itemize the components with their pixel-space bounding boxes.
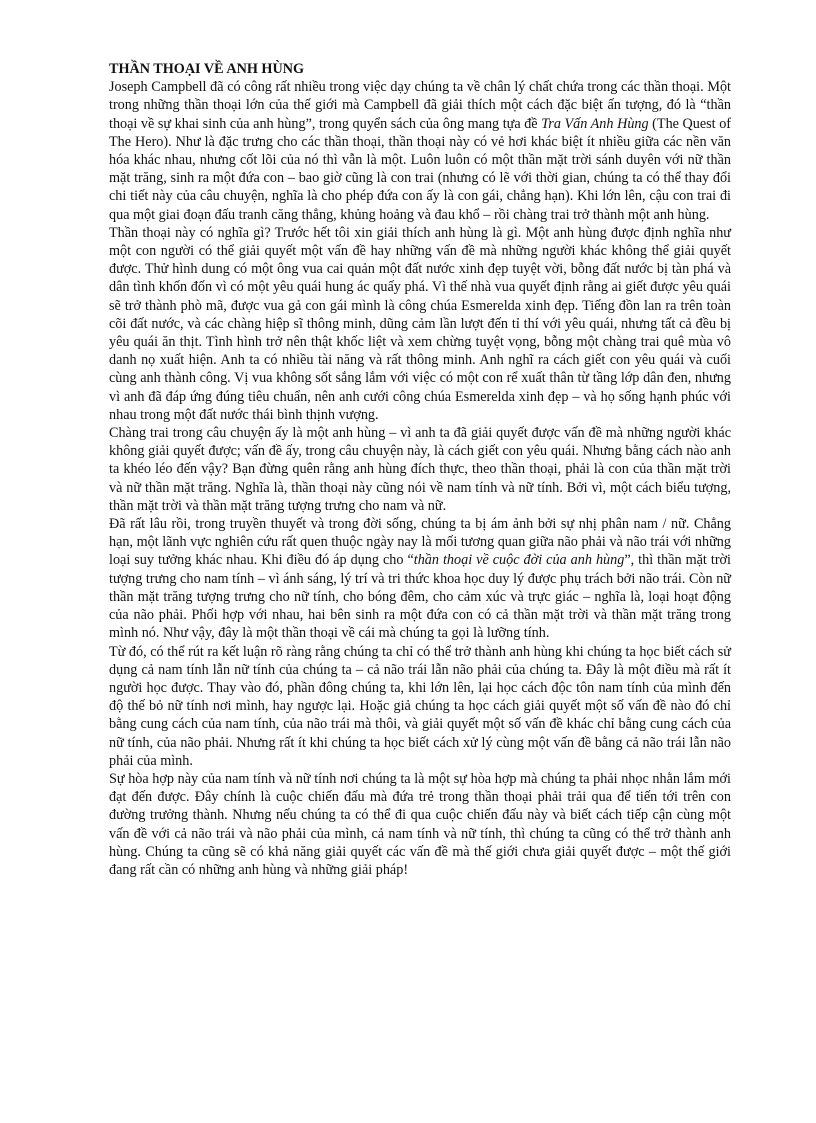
paragraph-3: Chàng trai trong câu chuyện ấy là một anh hùng – vì anh ta đã giải quyết được vấn đề mà những người khác không giải quyết được; vấn đề ấy, trong câu chuyện này, là cách giết con yêu quái. Nhưng bằng cách nào anh ta khéo léo đến vậy? Bạn đừng quên rằng anh hùng đích thực, theo thần thoại, phải là con của thần mặt trời và nữ thần mặt trăng. Nghĩa là, thần thoại này cũng nói về nam tính và nữ tính. Bởi vì, một cách biểu tượng, thần mặt trời và thần mặt trăng tượng trưng cho nam và nữ.	[109, 425, 731, 514]
paragraph-4	[109, 515, 731, 642]
document-page	[109, 60, 731, 879]
paragraph-2: Thần thoại này có nghĩa gì? Trước hết tôi xin giải thích anh hùng là gì. Một anh hùng được định nghĩa như một con người có thể giải quyết một vấn đề hay những vấn đề mà những người khác không thể giải quyết được. Thử hình dung có một ông vua cai quản một đất nước xinh đẹp tuyệt vời, bỗng đất nước bị tàn phá và dân tình khốn đốn vì có một yêu quái hung ác quấy phá. Vì thế nhà vua quyết định rằng ai giết được yêu quái sẽ trở thành phò mã, được vua gả con gái mình là công chúa Esmerelda xinh đẹp. Tiếng đồn lan ra trên toàn cõi đất nước, và các chàng hiệp sĩ thông minh, dũng cảm lần lượt đến tỉ thí với yêu quái, nhưng tất cả đều bị yêu quái ăn thịt. Tình hình trở nên thật khốc liệt và xem chừng tuyệt vọng, bỗng một chàng trai quê mùa vô danh nọ xuất hiện. Anh ta có nhiều tài năng và rất thông minh. Anh nghĩ ra cách giết con yêu quái và cuối cùng anh thành công. Vị vua không sốt sắng lắm với việc có một con rể xuất thân từ tầng lớp dân đen, nhưng vì anh đã đáp ứng đúng tiêu chuẩn, nên anh cưới công chúa Esmerelda xinh đẹp – và họ sống hạnh phúc với nhau trong một đất nước thái bình thịnh vượng.	[109, 224, 731, 423]
paragraph-4-text-c: ”, thì thần mặt trời tượng trưng cho nam tính – vì ánh sáng, lý trí và tri thức khoa học duy lý được phụ trách bởi não trái. Còn nữ thần mặt trăng tượng trưng cho nữ tính, cho bóng đêm, cho cảm xúc và trực giác – nghĩa là, loại hoạt động của não phải. Phối hợp với nhau, hai bên sinh ra một đứa con có cả thần mặt trời và thần mặt trăng trong mình nó. Như vậy, đây là một thần thoại về cái mà chúng ta gọi là lưỡng tính.	[109, 552, 731, 642]
paragraph-1-text-a: Joseph Campbell đã có công rất nhiều trong việc dạy chúng ta về chân lý chất chứa trong các thần thoại. Một trong những thần thoại lớn của thế giới mà Campbell đã giải thích một cách đặc biệt ấn tượng, đó là “thần thoại về sự khai sinh của anh hùng”, trong quyển sách của ông mang tựa đề	[109, 79, 731, 132]
paragraph-1	[109, 78, 731, 224]
paragraph-6: Sự hòa hợp này của nam tính và nữ tính nơi chúng ta là một sự hòa hợp mà chúng ta phải nhọc nhằn lắm mới đạt đến được. Đây chính là cuộc chiến đấu mà đứa trẻ trong thần thoại phải trải qua để tiến tới trên con đường trưởng thành. Nhưng nếu chúng ta có thể đi qua cuộc chiến đấu này và biết cách tiếp cận cùng một vấn đề với cả não trái và não phải của mình, cả nam tính và nữ tính, thì chúng ta cũng có thể trở thành anh hùng. Chúng ta cũng sẽ có khả năng giải quyết các vấn đề mà thế giới chưa giải quyết được – một thế giới đang rất cần có những anh hùng và những giải pháp!	[109, 770, 731, 878]
myth-title-quote: thần thoại về cuộc đời của anh hùng	[413, 552, 625, 569]
book-title: Tra Vấn Anh Hùng	[541, 115, 649, 132]
paragraph-4-text-a: Đã rất lâu rồi, trong truyền thuyết và trong đời sống, chúng ta bị ám ảnh bởi sự nhị phân nam / nữ. Chẳng hạn, một lãnh vực nghiên cứu rất quen thuộc ngày nay là mối tương quan giữa não phải và não trái với những loại suy tưởng khác nhau. Khi điều đó áp dụng cho “	[109, 516, 731, 569]
paragraph-5: Từ đó, có thể rút ra kết luận rõ ràng rằng chúng ta chỉ có thể trở thành anh hùng khi chúng ta học biết cách sử dụng cả nam tính lẫn nữ tính của chúng ta – cả não trái lẫn não phải của chúng ta. Đây là một điều mà rất ít người học được. Thay vào đó, phần đông chúng ta, khi lớn lên, lại học cách độc tôn nam tính của mình đến độ thế bỏ nữ tính nơi mình, hay ngược lại. Hoặc giả chúng ta học cách giải quyết một số vấn đề nào đó chỉ bằng cung cách của nam tính, của não trái mà thôi, và giải quyết một số vấn đề khác chỉ bằng cung cách của nữ tính, của não phải. Nhưng rất ít khi chúng ta học biết cách xử lý cùng một vấn đề bằng cả não trái lẫn não phải của mình.	[109, 643, 731, 769]
paragraph-1-text-c: (The Quest of The Hero). Như là đặc trưng cho các thần thoại, thần thoại này có vẻ hơi khác biệt ít nhiều giữa các nền văn hóa khác nhau, nhưng cốt lõi của nó thì vẫn là một. Luôn luôn có một thần mặt trời sánh duyên với nữ thần mặt trăng, sinh ra một đứa con – bao giờ cũng là con trai (nhưng có lẽ với thời gian, chúng ta có thể thay đổi chi tiết này của câu chuyện, nghĩa là cho phép đứa con ấy là con gái, chẳng hạn). Khi lớn lên, cậu con trai đi qua một giai đoạn đấu tranh căng thẳng, khủng hoảng và đau khổ – rồi chàng trai trở thành một anh hùng.	[109, 115, 732, 223]
document-title: THẦN THOẠI VỀ ANH HÙNG	[109, 61, 304, 77]
